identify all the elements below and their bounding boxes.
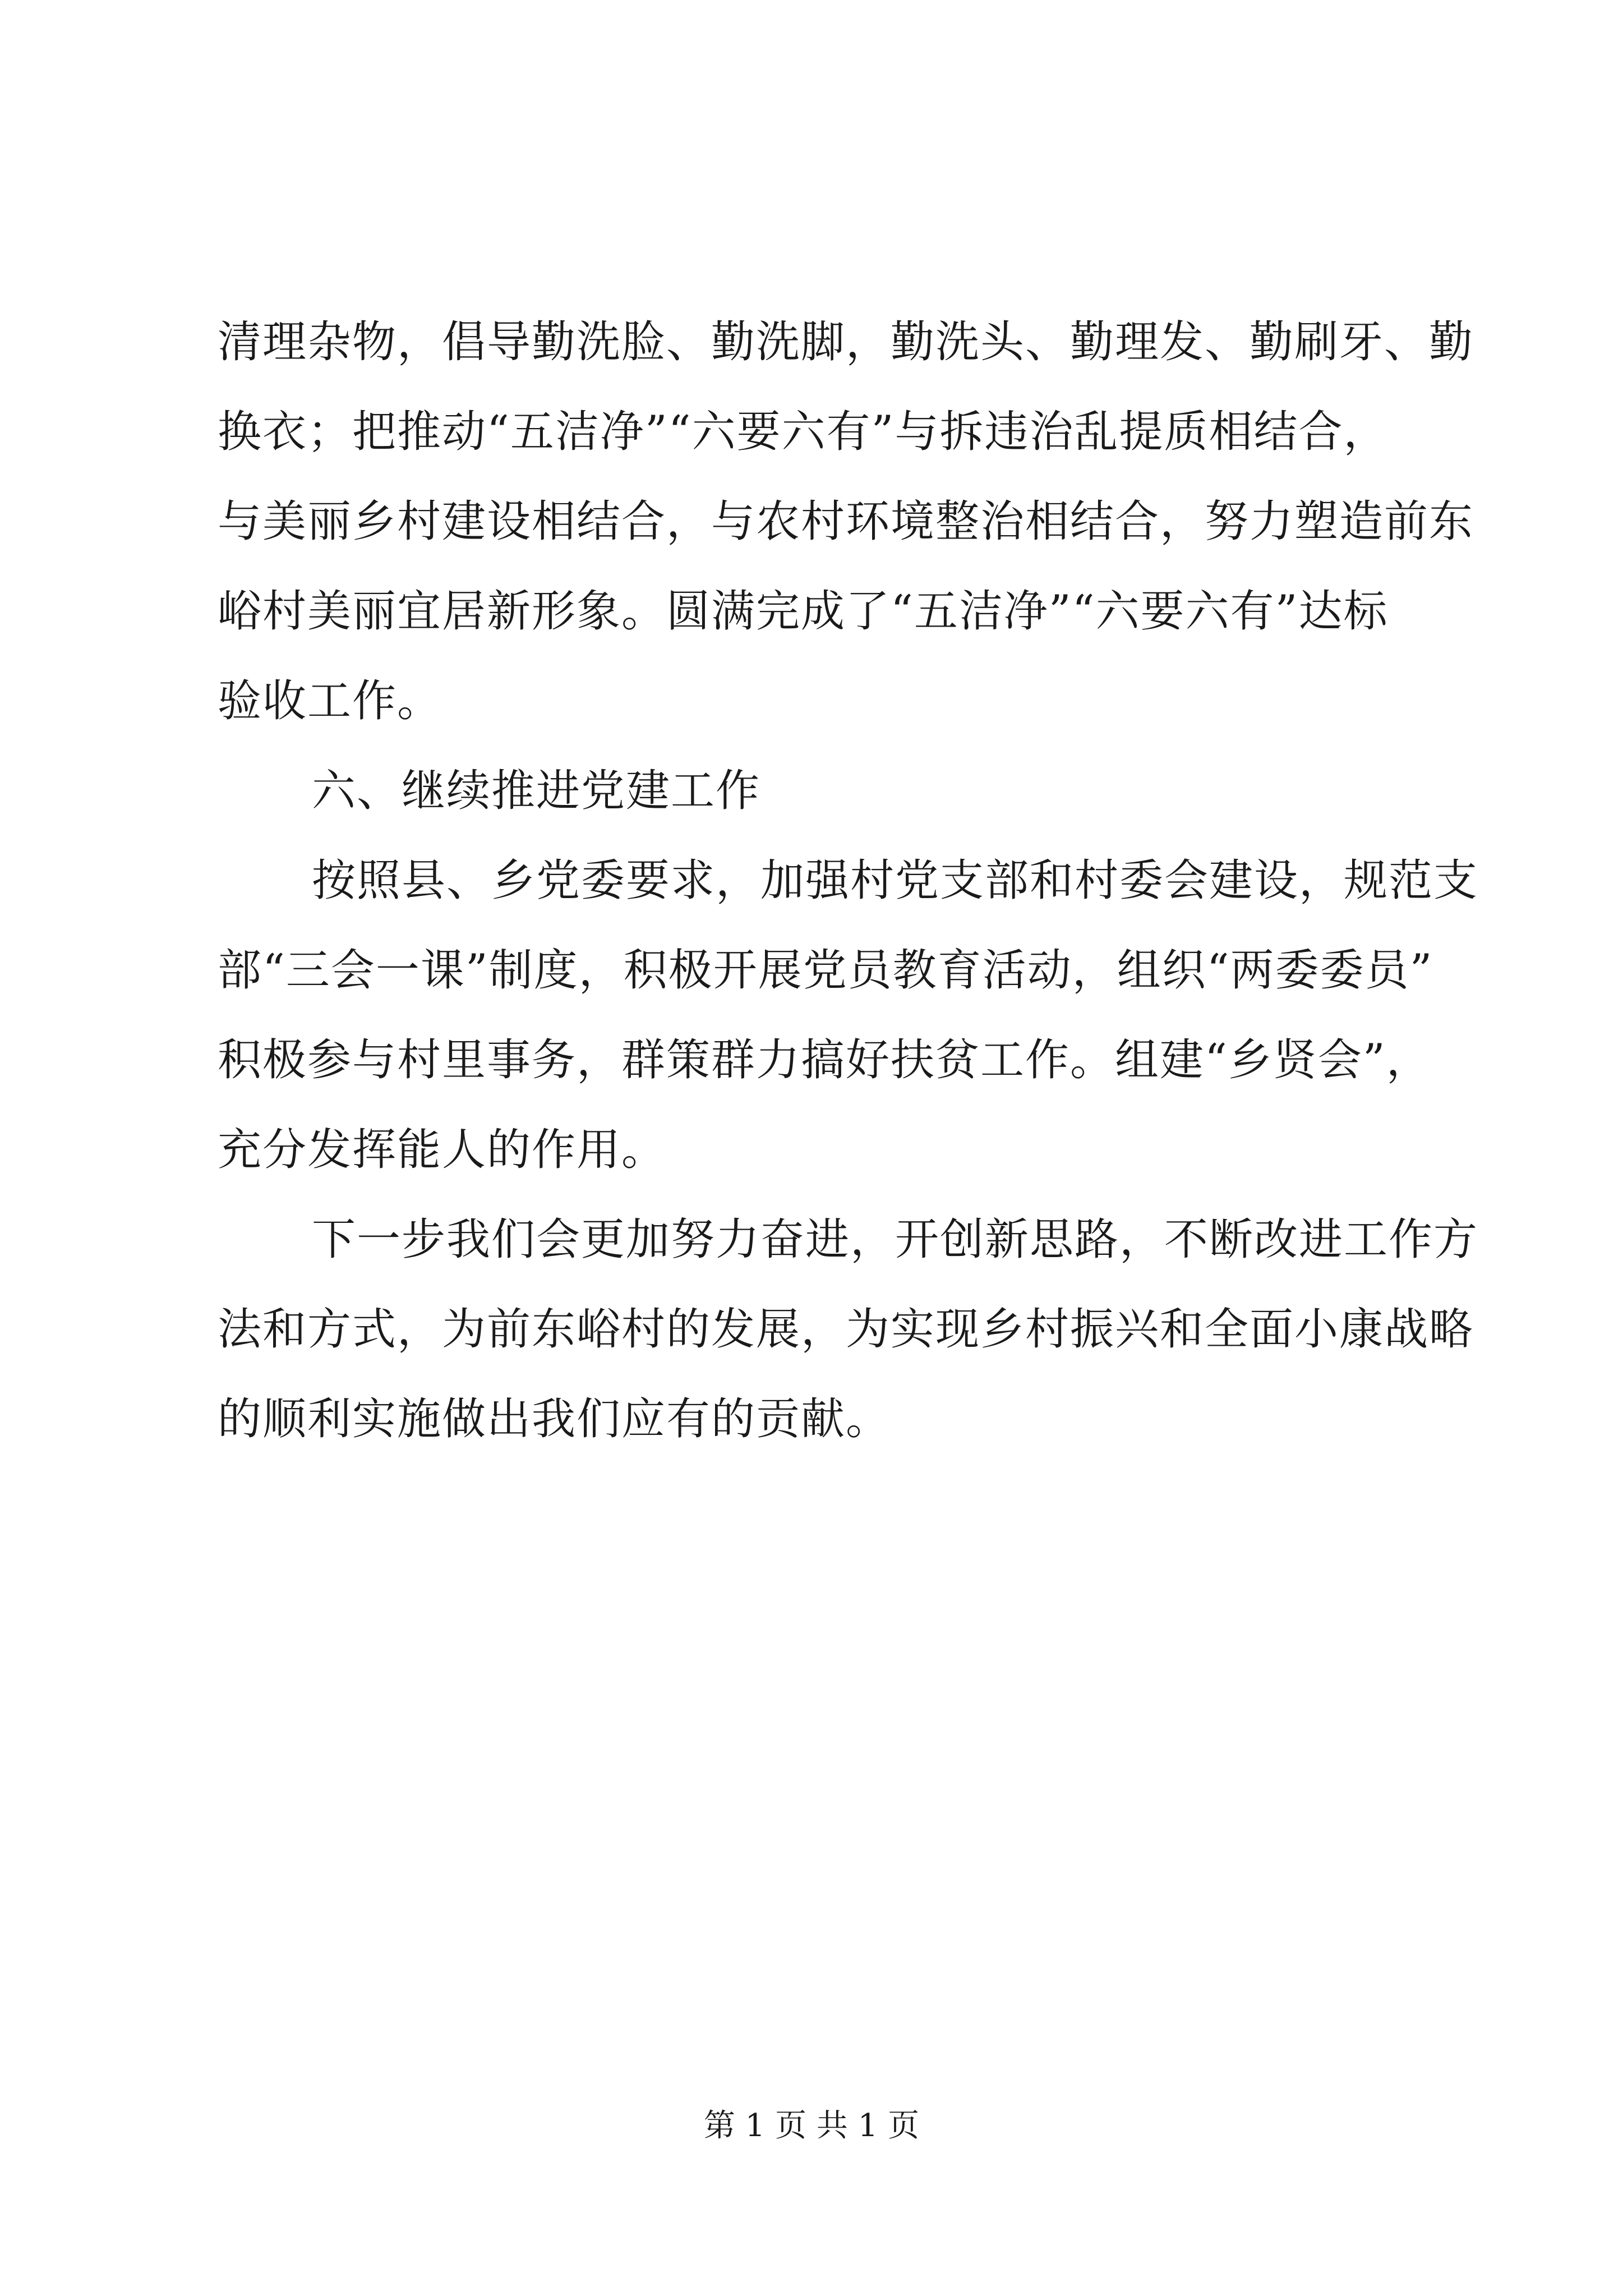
text-line: 的顺利实施做出我们应有的贡献。: [218, 1394, 891, 1444]
text-line: 部“三会一课”制度，积极开展党员教育活动，组织“两委委员”: [218, 945, 1433, 996]
text-line: 换衣；把推动“五洁净”“六要六有”与拆违治乱提质相结合，: [218, 407, 1389, 457]
text-line: 清理杂物，倡导勤洗脸、勤洗脚，勤洗头、勤理发、勤刷牙、勤: [218, 317, 1474, 367]
text-line: 与美丽乡村建设相结合，与农村环境整治相结合，努力塑造前东: [218, 496, 1474, 547]
text-line: 法和方式，为前东峪村的发展，为实现乡村振兴和全面小康战略: [218, 1304, 1474, 1355]
body-text: [218, 297, 1479, 1464]
text-line: 按照县、乡党委要求，加强村党支部和村委会建设，规范支: [312, 855, 1479, 906]
text-line: 峪村美丽宜居新形象。圆满完成了“五洁净”“六要六有”达标: [218, 586, 1389, 637]
text-line: 充分发挥能人的作用。: [218, 1125, 667, 1175]
page-footer: 第 1 页 共 1 页: [703, 2108, 920, 2144]
text-line: 积极参与村里事务，群策群力搞好扶贫工作。组建“乡贤会”，: [218, 1035, 1431, 1085]
text-line: 验收工作。: [218, 676, 442, 726]
text-line: 下一步我们会更加努力奋进，开创新思路，不断改进工作方: [312, 1214, 1479, 1265]
section-heading: 六、继续推进党建工作: [312, 766, 761, 816]
